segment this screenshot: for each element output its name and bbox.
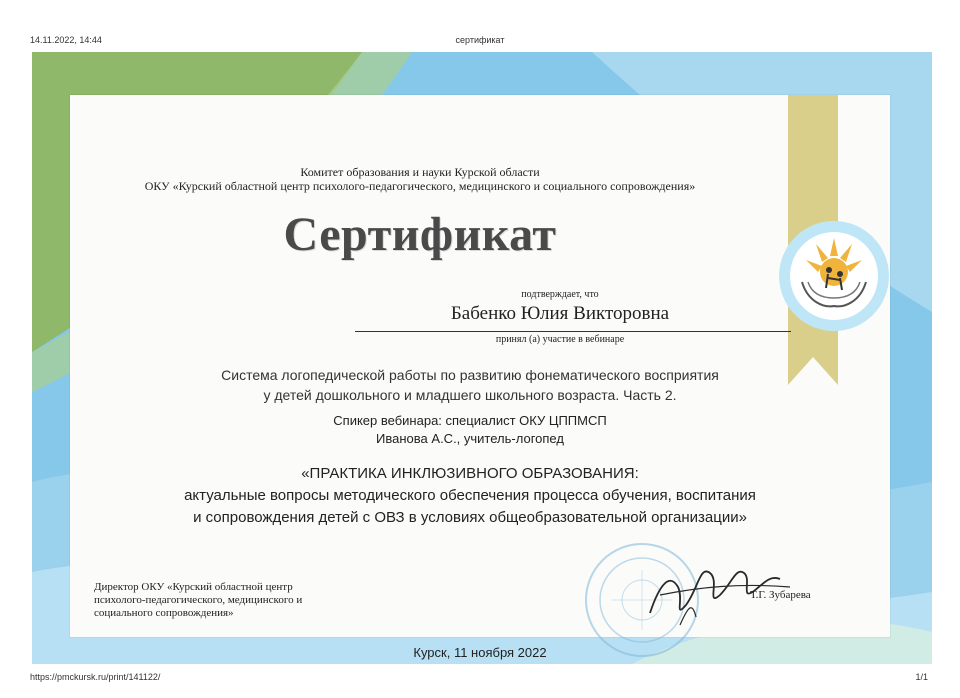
- director-title: [94, 581, 364, 620]
- certificate-title: Сертификат: [283, 208, 557, 261]
- speaker-line-1: Спикер вебинара: специалист ОКУ ЦППМСП: [333, 413, 607, 428]
- webinar-topic-line-2: у детей дошкольного и младшего школьного возраста. Часть 2.: [263, 387, 677, 403]
- print-datetime: 14.11.2022, 14:44: [30, 35, 102, 45]
- speaker-line-2: Иванова А.С., учитель-логопед: [376, 431, 564, 446]
- organization-line-1: Комитет образования и науки Курской области: [300, 165, 540, 179]
- director-line-1: Директор ОКУ «Курский областной центр: [94, 581, 293, 593]
- event-title-line-2: актуальные вопросы методического обеспечения процесса обучения, воспитания: [184, 487, 756, 504]
- signature-icon: [640, 543, 800, 633]
- print-header: [0, 35, 960, 49]
- event-title-line-1: «ПРАКТИКА ИНКЛЮЗИВНОГО ОБРАЗОВАНИЯ:: [301, 465, 639, 482]
- participation-text: принял (а) участие в вебинаре: [495, 334, 625, 345]
- recipient-underline: [355, 331, 791, 332]
- print-title: сертификат: [455, 35, 505, 45]
- certificate-paper: [70, 95, 890, 660]
- print-url: https://pmckursk.ru/print/141122/: [30, 672, 161, 682]
- page-number: 1/1: [915, 672, 928, 682]
- signer-name: Т.Г. Зубарева: [750, 589, 811, 601]
- place-and-date: Курск, 11 ноября 2022: [413, 645, 547, 660]
- director-line-3: социального сопровождения»: [94, 607, 234, 619]
- webinar-topic-line-1: Система логопедической работы по развитию фонематического восприятия: [221, 367, 719, 383]
- organization-line-2: ОКУ «Курский областной центр психолого-педагогического, медицинского и социального сопровождения»: [144, 179, 696, 193]
- print-footer: [0, 672, 960, 686]
- director-line-2: психолого-педагогического, медицинского и: [94, 594, 303, 606]
- recipient-name: Бабенко Юлия Викторовна: [450, 303, 670, 324]
- confirms-text: подтверждает, что: [521, 289, 599, 300]
- event-title-line-3: и сопровождения детей с ОВЗ в условиях общеобразовательной организации»: [193, 509, 747, 526]
- certificate: [32, 52, 932, 664]
